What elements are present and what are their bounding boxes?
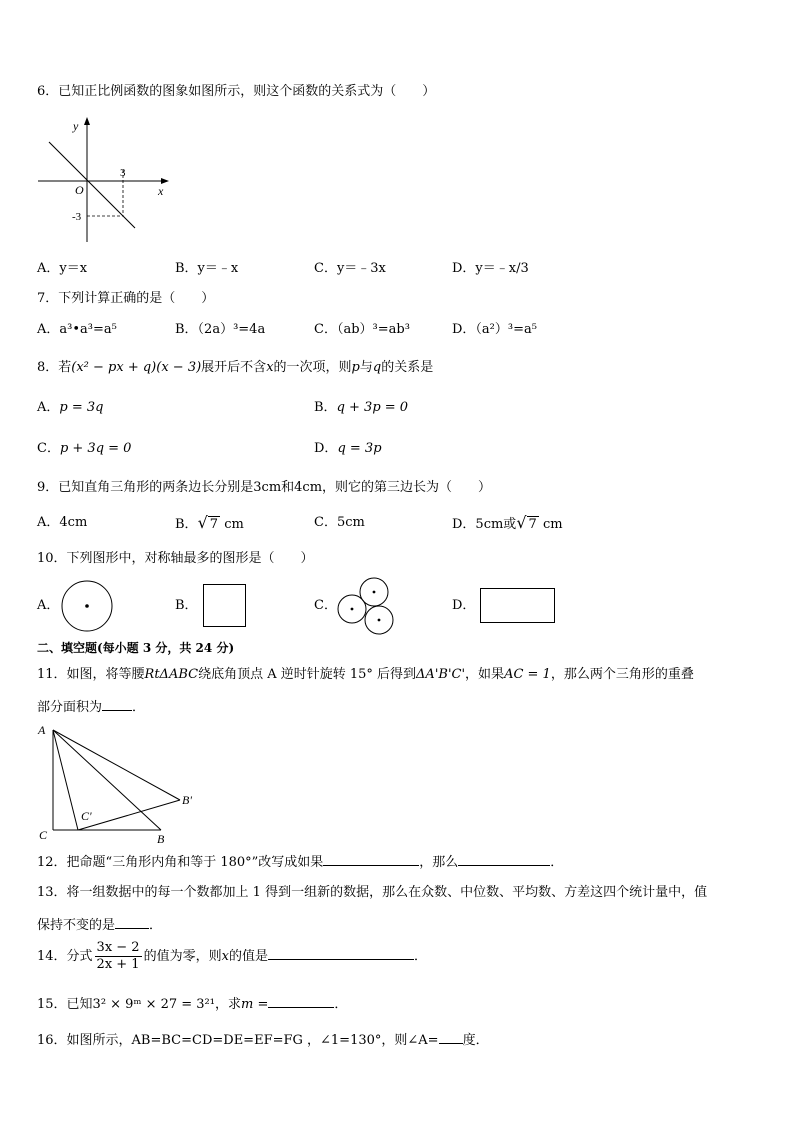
q13-line2-text: 保持不变的是 — [37, 918, 116, 933]
q8-var-p: p — [351, 360, 360, 375]
q8-option-a — [37, 400, 103, 416]
q8-option-a-expr: p = 3q — [59, 400, 104, 415]
q11-line2-end: ． — [132, 700, 146, 715]
q14-var: x — [221, 949, 229, 964]
q7-option-b: B．（2a）³=4a — [175, 322, 266, 337]
q10-option-d-letter: D． — [452, 598, 476, 613]
q16-answer-blank[interactable] — [439, 1031, 463, 1044]
q11-line2 — [37, 698, 145, 716]
q7-option-a: A．a³•a³=a⁵ — [37, 322, 117, 337]
q10-three-circles-figure — [336, 576, 398, 638]
q10-option-a-letter: A． — [37, 598, 60, 613]
q7-option-d: D．（a²）³=a⁵ — [452, 322, 537, 337]
sqrt-icon: √ — [197, 513, 208, 532]
q6-graph — [35, 112, 175, 247]
q6-stem: 6．已知正比例函数的图象如图所示，则这个函数的关系式为（ ） — [37, 84, 436, 99]
q12-line — [37, 853, 563, 871]
q8-option-c — [37, 441, 131, 457]
q10-option-b-letter: B． — [175, 598, 198, 613]
q13-answer-blank[interactable] — [115, 916, 149, 929]
q9-stem: 9．已知直角三角形的两条边长分别是3cm和4cm，则它的第三边长为（ ） — [37, 480, 492, 495]
q8-option-c-expr: p + 3q = 0 — [59, 441, 132, 456]
q13-line2 — [37, 916, 162, 934]
q12-blank-then[interactable] — [458, 853, 550, 866]
q6-origin-label: O — [75, 183, 84, 197]
q15-var: m = — [241, 997, 269, 1012]
q11-label-b: B — [157, 832, 165, 846]
q16-pre: 16．如图所示，AB=BC=CD=DE=EF=FG ，∠1=130°，则∠A= — [37, 1033, 439, 1048]
q11-rt-abc: RtΔABC — [144, 667, 199, 682]
q11-line1-pre: 11．如图，将等腰 — [37, 667, 145, 682]
q8-option-b-expr: q + 3p = 0 — [336, 400, 409, 415]
q13-end: ． — [149, 918, 163, 933]
q9-option-d-radicand: 7 — [528, 517, 537, 532]
q8-stem-pre: 8．若 — [37, 360, 72, 375]
q14-line — [37, 940, 427, 973]
q15-end: ． — [334, 997, 348, 1012]
q10-rectangle-figure — [480, 588, 558, 626]
q8-option-d — [314, 441, 382, 457]
q14-denominator: 2x + 1 — [96, 957, 140, 972]
q11-ac-eq: AC = 1 — [504, 667, 551, 682]
q12-blank-if[interactable] — [323, 853, 419, 866]
q7-stem: 7．下列计算正确的是（ ） — [37, 291, 215, 306]
q8-option-d-letter: D． — [314, 441, 338, 456]
q9-option-d — [452, 515, 563, 533]
q8-var-q: q — [372, 360, 382, 375]
q14-pre: 14．分式 — [37, 949, 93, 964]
q13-line1: 13．将一组数据中的每一个数都加上 1 得到一组新的数据，那么在众数、中位数、平均数、方差这四个统计量中，值 — [37, 885, 708, 900]
q9-option-b-unit: cm — [224, 517, 244, 532]
q6-option-d: D．y＝﹣x/3 — [452, 261, 529, 276]
q11-label-b-prime: B' — [182, 793, 192, 807]
q11-label-c: C — [39, 828, 48, 842]
q16-end: 度． — [462, 1033, 489, 1048]
q11-label-c-prime: C' — [81, 809, 92, 823]
q6-x-label: x — [158, 184, 164, 198]
section-title-fill-in: 二、填空题(每小题 3 分，共 24 分) — [37, 641, 235, 655]
q6-option-c: C．y＝﹣3x — [314, 261, 386, 276]
q8-stem-mid3: 与 — [359, 360, 373, 375]
q8-expression: (x² − px + q)(x − 3) — [71, 360, 202, 375]
q8-stem-mid2: 的一次项，则 — [273, 360, 352, 375]
q14-end: ． — [413, 949, 427, 964]
q15-expression: 3² × 9ᵐ × 27 = 3²¹ — [92, 997, 215, 1012]
q8-option-b — [314, 400, 408, 416]
q14-numerator: 3x − 2 — [96, 940, 140, 955]
sqrt-icon: √ — [516, 513, 527, 532]
q11-line1-post: ，那么两个三角形的重叠 — [550, 667, 694, 682]
q7-option-c: C．（ab）³=ab³ — [314, 322, 410, 337]
q9-option-b — [175, 515, 244, 533]
q10-option-c-letter: C． — [314, 598, 337, 613]
q11-line2-text: 部分面积为 — [37, 700, 103, 715]
q8-option-b-letter: B． — [314, 400, 337, 415]
q11-line1 — [37, 667, 694, 683]
q11-abc-prime: ΔA'B'C' — [416, 667, 466, 682]
q12-pre: 12．把命题“三角形内角和等于 180°”改写成如果 — [37, 855, 324, 870]
q8-option-d-expr: q = 3p — [337, 441, 382, 456]
q9-option-b-letter: B． — [175, 517, 198, 532]
q14-fraction — [95, 940, 142, 973]
q11-label-a: A — [38, 723, 46, 737]
q8-stem — [37, 360, 433, 376]
q14-mid: 的值为零，则 — [143, 949, 222, 964]
q11-answer-blank[interactable] — [102, 698, 132, 711]
q15-answer-blank[interactable] — [268, 995, 334, 1008]
q9-option-d-pre: D．5cm或 — [452, 517, 517, 532]
q8-var-x: x — [266, 360, 274, 375]
q6-three-label: 3 — [120, 167, 126, 179]
q15-line — [37, 995, 347, 1013]
q14-answer-blank[interactable] — [268, 947, 414, 960]
q15-pre: 15．已知 — [37, 997, 93, 1012]
q14-post: 的值是 — [228, 949, 268, 964]
q6-neg-three-label: -3 — [72, 211, 82, 223]
q8-stem-mid1: 展开后不含 — [201, 360, 267, 375]
q9-option-d-unit: cm — [542, 517, 563, 532]
q10-stem: 10．下列图形中，对称轴最多的图形是（ ） — [37, 551, 314, 566]
q6-option-a: A．y＝x — [37, 261, 88, 276]
q9-option-b-radicand: 7 — [209, 517, 219, 532]
q11-line1-mid2: ，如果 — [465, 667, 505, 682]
q8-option-c-letter: C． — [37, 441, 60, 456]
q8-stem-post: 的关系是 — [381, 360, 434, 375]
q9-option-c: C．5cm — [314, 515, 365, 530]
q9-option-a: A．4cm — [37, 515, 88, 530]
q10-circle-figure — [61, 580, 115, 634]
q8-option-a-letter: A． — [37, 400, 60, 415]
q12-end: ． — [550, 855, 564, 870]
q10-square-figure — [203, 584, 249, 630]
q11-figure — [35, 720, 215, 848]
q6-option-b: B．y＝﹣x — [175, 261, 239, 276]
q16-line — [37, 1031, 489, 1049]
q11-line1-mid: 绕底角顶点 A 逆时针旋转 15° 后得到 — [198, 667, 417, 682]
q15-mid: ，求 — [214, 997, 241, 1012]
q12-mid: ，那么 — [419, 855, 459, 870]
q6-y-label: y — [73, 119, 79, 133]
